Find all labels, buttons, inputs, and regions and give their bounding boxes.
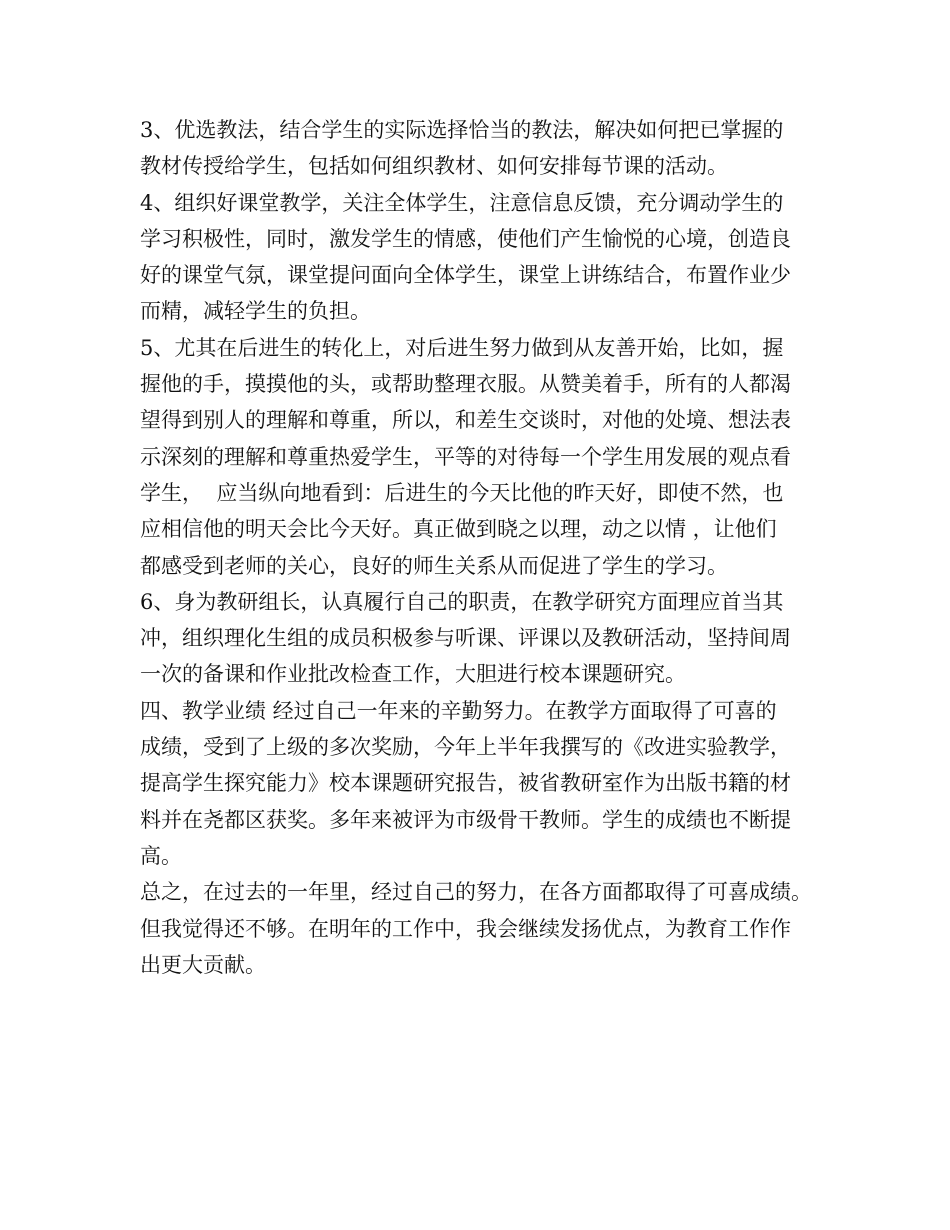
text-line: 3、优选教法，结合学生的实际选择恰当的教法，解决如何把已掌握的	[140, 118, 784, 142]
text-line: 学生， 应当纵向地看到：后进生的今天比他的昨天好，即使不然，也	[140, 480, 784, 505]
text-line: 应相信他的明天会比今天好。真正做到晓之以理，动之以情 ，让他们	[140, 517, 777, 542]
text-line: 料并在尧都区获奖。多年来被评为市级骨干教师。学生的成绩也不断提	[140, 807, 791, 832]
text-line: 成绩，受到了上级的多次奖励，今年上半年我撰写的《改进实验教学，	[140, 735, 791, 760]
text-line: 望得到别人的理解和尊重，所以，和差生交谈时，对他的处境、想法表	[140, 408, 791, 433]
text-line: 出更大贡献。	[140, 952, 266, 977]
text-line: 提高学生探究能力》校本课题研究报告，被省教研室作为出版书籍的材	[140, 771, 791, 796]
text-line: 6、身为教研组长，认真履行自己的职责，在教学研究方面理应首当其	[140, 589, 784, 614]
text-line: 示深刻的理解和尊重热爱学生，平等的对待每一个学生用发展的观点看	[140, 444, 791, 469]
document-body	[140, 112, 830, 983]
text-line: 好的课堂气氛，课堂提问面向全体学生，课堂上讲练结合，布置作业少	[140, 263, 791, 288]
text-line: 总之，在过去的一年里，经过自己的努力，在各方面都取得了可喜成绩。	[140, 880, 812, 905]
text-line: 5、尤其在后进生的转化上，对后进生努力做到从友善开始，比如，握	[140, 335, 784, 360]
text-line: 但我觉得还不够。在明年的工作中，我会继续发扬优点，为教育工作作	[140, 916, 791, 941]
text-line: 学习积极性，同时，激发学生的情感，使他们产生愉悦的心境，创造良	[140, 226, 791, 251]
text-line: 4、组织好课堂教学，关注全体学生，注意信息反馈，充分调动学生的	[140, 190, 784, 215]
text-line: 一次的备课和作业批改检查工作，大胆进行校本课题研究。	[140, 662, 686, 687]
text-line: 冲，组织理化生组的成员积极参与听课、评课以及教研活动，坚持间周	[140, 626, 791, 651]
text-line: 四、教学业绩 经过自己一年来的辛勤努力。在教学方面取得了可喜的	[140, 698, 777, 723]
text-line: 握他的手，摸摸他的头，或帮助整理衣服。从赞美着手，所有的人都渴	[140, 372, 791, 397]
text-line: 而精，减轻学生的负担。	[140, 299, 371, 324]
text-line: 高。	[140, 843, 182, 868]
text-line: 都感受到老师的关心，良好的师生关系从而促进了学生的学习。	[140, 553, 728, 578]
text-line: 教材传授给学生，包括如何组织教材、如何安排每节课的活动。	[140, 154, 728, 179]
